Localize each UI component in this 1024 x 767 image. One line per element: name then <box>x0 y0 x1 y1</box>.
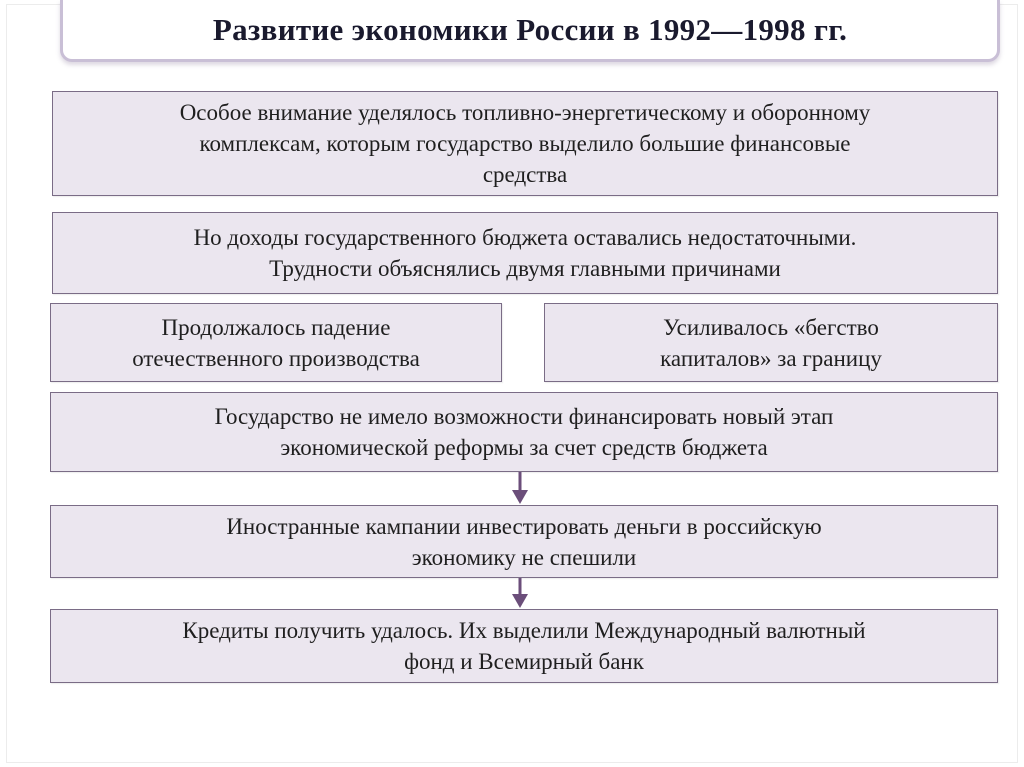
block-fuel-energy-line3: средства <box>482 162 568 187</box>
title-banner <box>60 0 1000 62</box>
block-capital-flight <box>544 303 998 382</box>
block-fuel-energy-line1: Особое внимание уделялось топливно-энергетическому и оборонному <box>179 100 871 125</box>
block-fuel-energy-line2: комплексам, которым государство выделило большие финансовые <box>199 131 851 156</box>
block-production-decline <box>50 303 502 382</box>
page-title: Развитие экономики России в 1992—1998 гг. <box>212 11 848 47</box>
block-capital-flight-line1: Усиливалось «бегство <box>663 314 879 340</box>
block-foreign-investment-line1: Иностранные кампании инвестировать деньги в российскую <box>226 513 822 539</box>
block-production-decline-line2: отечественного производства <box>132 345 420 371</box>
block-no-financing <box>50 392 998 472</box>
block-production-decline-line1: Продолжалось падение <box>161 314 391 340</box>
down-arrow-icon <box>510 472 530 506</box>
block-no-financing-line1: Государство не имело возможности финансировать новый этап <box>214 404 834 429</box>
block-budget-income-line2: Трудности объяснялись двумя главными причинами <box>269 256 781 281</box>
block-credits-line1: Кредиты получить удалось. Их выделили Международный валютный <box>182 618 866 643</box>
block-credits-line2: фонд и Всемирный банк <box>404 649 644 674</box>
block-foreign-investment <box>50 505 998 578</box>
down-arrow-icon <box>510 578 530 610</box>
block-fuel-energy <box>52 91 998 196</box>
block-no-financing-line2: экономической реформы за счет средств бюджета <box>280 435 768 460</box>
block-budget-income <box>52 212 998 294</box>
block-capital-flight-line2: капиталов» за границу <box>660 345 882 371</box>
block-budget-income-line1: Но доходы государственного бюджета оставались недостаточными. <box>193 225 857 250</box>
block-credits <box>50 609 998 683</box>
block-foreign-investment-line2: экономику не спешили <box>411 544 637 570</box>
